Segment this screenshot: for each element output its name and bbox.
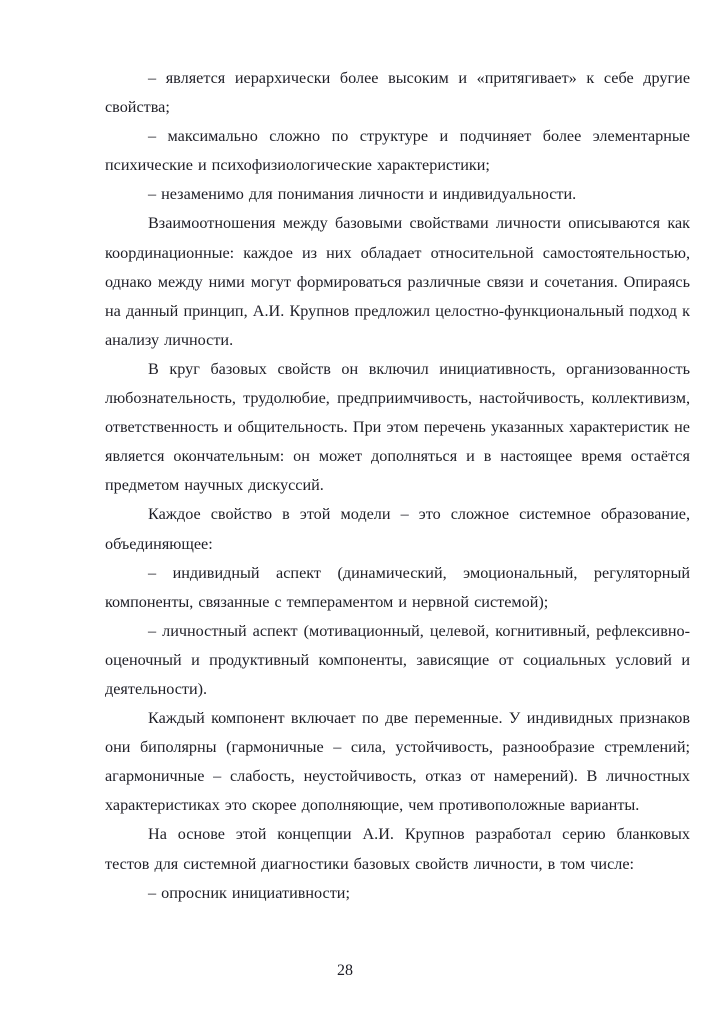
paragraph: – личностный аспект (мотивационный, целевой, когнитивный, рефлексивно-оценочный и продуктивный компоненты, зависящие от социальных условий и деятельности). xyxy=(105,621,690,698)
paragraph: – индивидный аспект (динамический, эмоциональный, регуляторный компоненты, связанные с темпераментом и нервной системой); xyxy=(105,563,690,611)
paragraph: Каждый компонент включает по две переменные. У индивидных признаков они биполярны (гармоничные – сила, устойчивость, разнообразие стремлений; агармоничные – слабость, неустойчивость, отказ от намерений). В личностных характеристиках это скорее дополняющие, чем противоположные варианты. xyxy=(105,709,690,815)
paragraph: – максимально сложно по структуре и подчиняет более элементарные психические и психофизиологические характеристики; xyxy=(105,127,690,175)
paragraph: – незаменимо для понимания личности и индивидуальности. xyxy=(148,185,577,204)
page-number: 28 xyxy=(337,962,353,979)
paragraph: – является иерархически более высоким и «притягивает» к себе другие свойства; xyxy=(105,69,690,117)
paragraph: Каждое свойство в этой модели – это сложное системное образование, объединяющее: xyxy=(105,505,690,553)
paragraph: Взаимоотношения между базовыми свойствами личности описываются как координационные: каждое из них обладает относительной самостоятельностью, однако между ними могут формироваться различные связи и сочетания. Опираясь на данный принцип, А.И. Крупнов предложил целостно-функциональный подход к анализу личности. xyxy=(105,214,690,349)
text-body xyxy=(105,64,690,908)
paragraph: В круг базовых свойств он включил инициативность, организованность любознательность, трудолюбие, предприимчивость, настойчивость, коллективизм, ответственность и общительность. При этом перечень указанных характеристик не является окончательным: он может дополняться и в настоящее время остаётся предметом научных дискуссий. xyxy=(105,359,690,495)
paragraph: На основе этой концепции А.И. Крупнов разработал серию бланковых тестов для системной диагностики базовых свойств личности, в том числе: xyxy=(105,825,690,873)
paragraph: – опросник инициативности; xyxy=(148,883,350,902)
